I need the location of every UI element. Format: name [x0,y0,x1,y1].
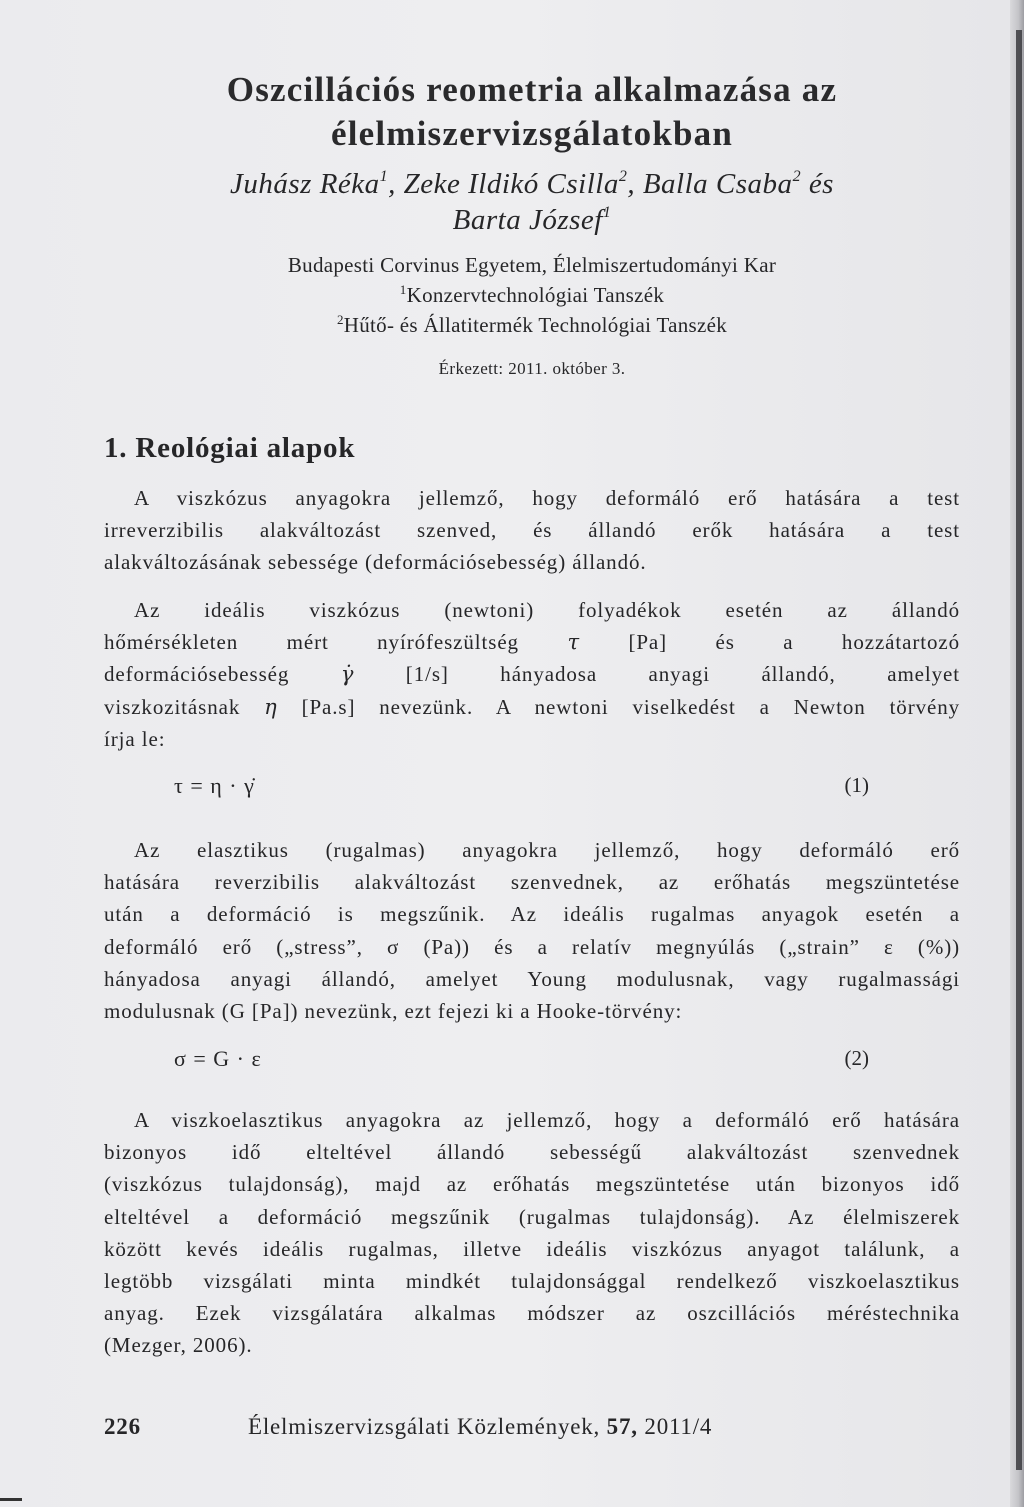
author-affiliation-mark: 1 [602,204,612,221]
author-affiliation-mark: 2 [618,168,628,185]
scan-artifact [0,1498,22,1501]
journal-citation [248,1414,712,1440]
equation-2: σ = G · ε [174,1046,262,1071]
text-line: (Mezger, 2006). [104,1333,253,1358]
page-footer [104,1414,960,1450]
journal-name: Élelmiszervizsgálati Közlemények, [248,1414,601,1439]
author-name: Zeke Ildikó Csilla [403,168,619,200]
journal-volume: 57, [606,1414,638,1439]
author-affiliation-mark: 1 [379,168,389,185]
text-line: modulusnak (G [Pa]) nevezünk, ezt fejezi ki a Hooke-törvény: [104,999,683,1024]
text-line: viszkozitásnak η [Pa.s] nevezünk. A newtoni viselkedést a Newton törvény [104,694,961,719]
equation-2-number: (2) [844,1046,869,1070]
text-line: (viszkózus tulajdonság), majd az erőhatás megszüntetése után bizonyos idő [104,1172,960,1197]
author-name: Barta József [452,204,603,236]
text-line: hányadosa anyagi állandó, amelyet Young modulusnak, vagy rugalmassági [104,966,960,991]
text-line: deformációsebesség γ̇ [1/s] hányadosa anyagi állandó, amelyet [104,662,960,687]
section-heading: 1. Reológiai alapok [104,432,356,464]
author-list: Juhász Réka$^1$, Zeke Ildikó Csilla$^2$, Balla Csaba$^2$ és Barta József$^1$ [230,168,834,236]
symbol-eta: η [264,694,278,719]
author-name: Juhász Réka [230,168,380,200]
text-line: bizonyos idő elteltével állandó sebességű alakváltozást szenvednek [104,1140,960,1165]
affiliation-mark: 2 [336,312,344,327]
received-date: Érkezett: 2011. október 3. [438,359,626,378]
paragraph-3 [104,834,960,1027]
author-affiliation-mark: 2 [792,168,802,185]
text-line: között kevés ideális rugalmas, illetve ideális viszkózus anyagot találunk, a [104,1236,960,1261]
author-conjunction: és [808,168,834,200]
page-number: 226 [104,1414,141,1439]
equation-1: τ = η · γ̇ [174,773,255,798]
affiliation-mark: 1 [399,282,407,297]
binding-edge [1016,30,1022,1470]
text-line: hőmérsékleten mért nyírófeszültség τ [Pa] és a hozzátartozó [104,630,960,655]
symbol-tau: τ [567,630,580,655]
text-line: írja le: [104,726,166,751]
text-line: hatására reverzibilis alakváltozást szenvednek, az erőhatás megszüntetése [104,870,960,895]
affiliation-block [104,250,960,340]
text-line: Az elasztikus (rugalmas) anyagokra jellemző, hogy deformáló erő [134,838,960,862]
title-line-2: élelmiszervizsgálatokban [330,114,734,153]
journal-issue: 2011/4 [644,1414,713,1439]
title-line-1: Oszcillációs reometria alkalmazása az [226,70,838,109]
text-line: legtöbb vizsgálati minta mindkét tulajdonsággal rendelkező viszkoelasztikus [104,1269,960,1294]
author-name: Balla Csaba [642,168,793,200]
text-line: anyag. Ezek vizsgálatára alkalmas módszer az oszcillációs méréstechnika [104,1301,960,1326]
university-name: Budapesti Corvinus Egyetem, Élelmiszertudományi Kar [287,253,777,277]
text-line: irreverzibilis alakváltozást szenved, és állandó erők hatására a test [104,518,960,543]
text-line: után a deformáció is megszűnik. Az ideális rugalmas anyagok esetén a [104,902,960,927]
article-title [104,68,960,156]
paragraph-1 [104,482,960,579]
symbol-gamma-dot: γ̇ [340,662,355,687]
department-1: Konzervtechnológiai Tanszék [406,283,665,307]
paragraph-2 [104,594,960,755]
equation-1-number: (1) [844,773,869,797]
text-line: A viszkózus anyagokra jellemző, hogy deformáló erő hatására a test [134,486,960,510]
department-2: Hűtő- és Állatitermék Technológiai Tanszék [343,313,728,337]
paragraph-4 [104,1104,960,1362]
text-line: alakváltozásának sebessége (deformációsebesség) állandó. [104,550,647,575]
text-line: A viszkoelasztikus anyagokra az jellemző, hogy a deformáló erő hatására [134,1108,960,1132]
text-line: Az ideális viszkózus (newtoni) folyadékok esetén az állandó [134,598,960,622]
text-line: deformáló erő („stress”, σ (Pa)) és a relatív megnyúlás („strain” ε (%)) [104,934,960,959]
text-line: elteltével a deformáció megszűnik (rugalmas tulajdonság). Az élelmiszerek [104,1204,960,1229]
